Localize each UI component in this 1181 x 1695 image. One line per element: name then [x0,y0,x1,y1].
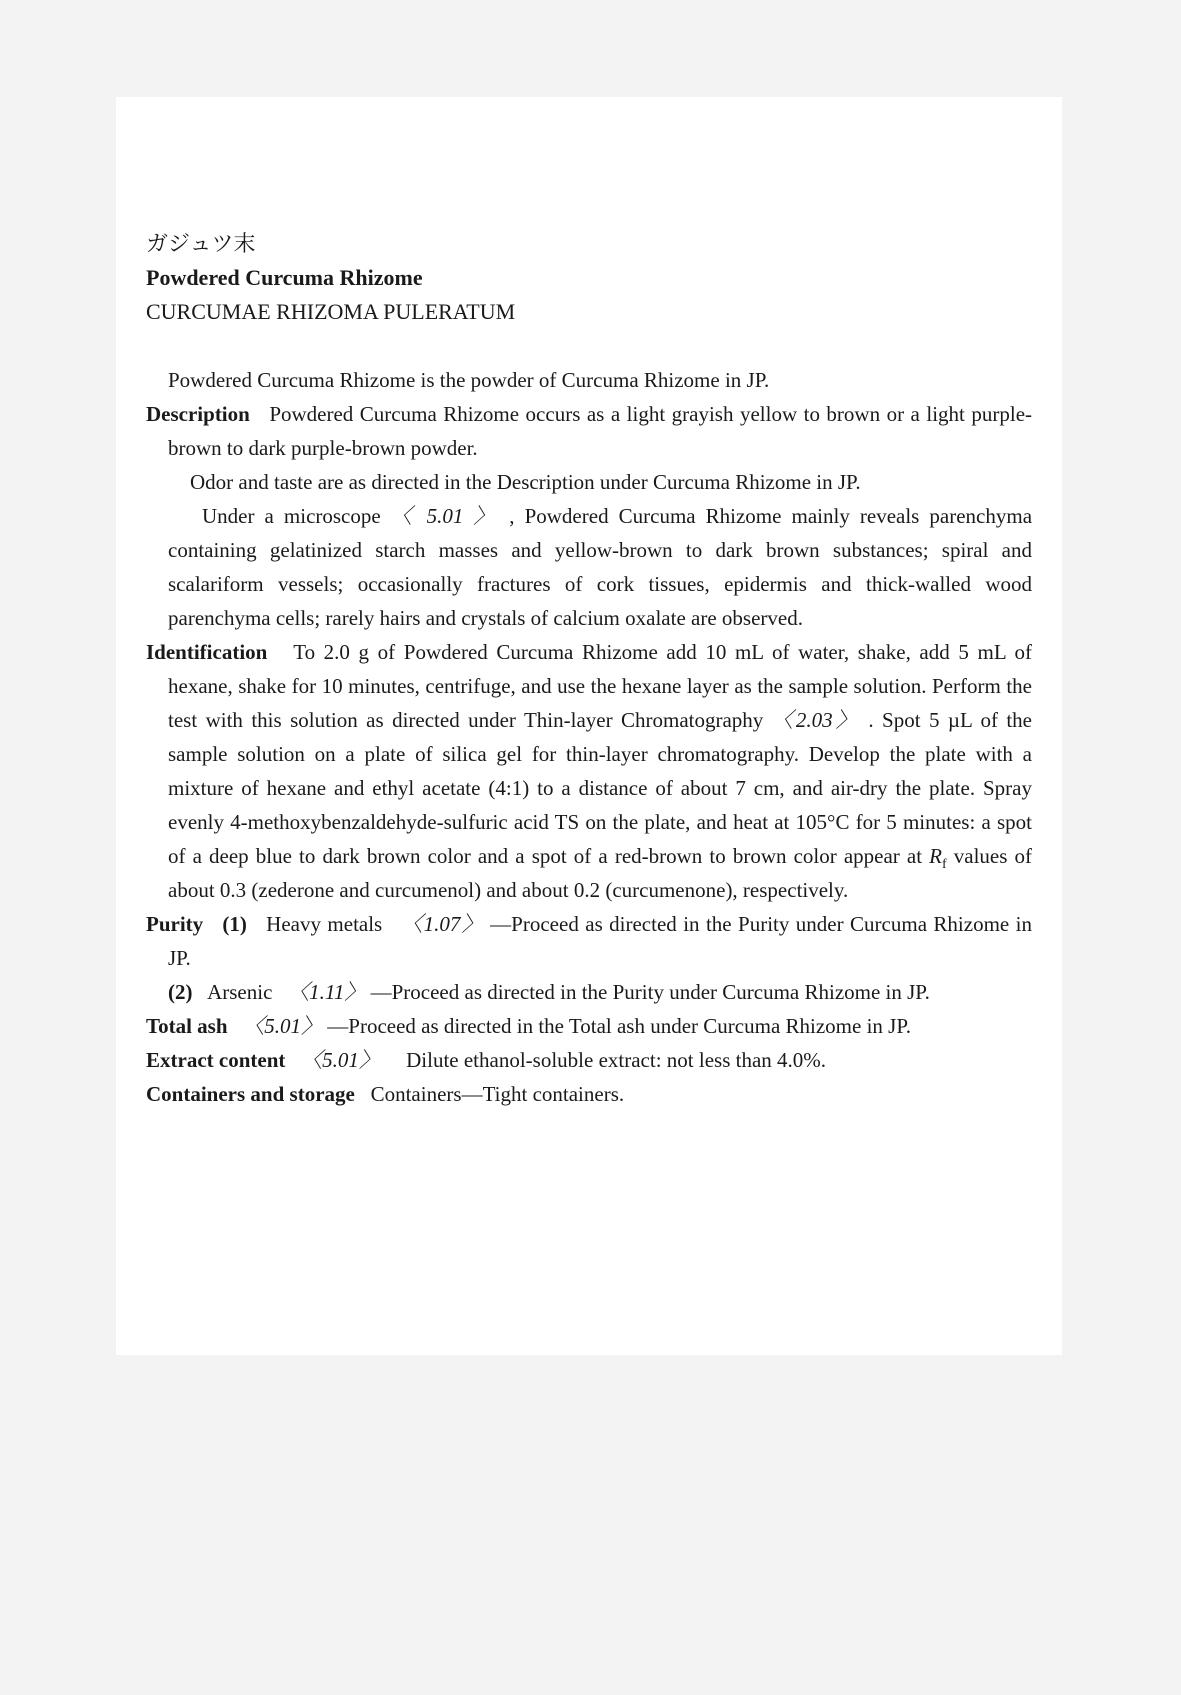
identification-section [146,635,1032,907]
extract-section [146,1043,1032,1077]
purity-item1-text: —Proceed as directed in the Purity under Curcuma Rhizome in JP. [168,912,1033,970]
purity-label: Purity [146,912,204,936]
purity-item2 [146,975,1032,1009]
purity-item2-number: (2) [168,980,193,1004]
purity-item1-number: (1) [222,912,247,936]
total-ash-label: Total ash [146,1014,228,1038]
purity-item2-name: Arsenic [203,980,278,1004]
purity-item1-ref: 〈1.07〉 [401,912,484,936]
purity-item1-name: Heavy metals [259,912,389,936]
microscope-paragraph [146,499,1032,635]
english-title: Powdered Curcuma Rhizome [146,265,423,290]
purity-item2-text: —Proceed as directed in the Purity under Curcuma Rhizome in JP. [365,980,930,1004]
containers-section [146,1077,1032,1111]
description-label: Description [146,402,250,426]
microscope-text-post: , Powdered Curcuma Rhizome mainly reveals parenchyma containing gelatinized starch masses and yellow-brown to dark brown substances; spiral and scalariform vessels; occasionally fractures of cork tissues, epidermis and thick-walled wood parenchyma cells; rarely hairs and crystals of calcium oxalate are observed. [168,504,1033,630]
odor-paragraph: Odor and taste are as directed in the Description under Curcuma Rhizome in JP. [190,470,861,494]
purity-section [146,907,1032,975]
rf-symbol: R [929,844,942,868]
containers-label: Containers and storage [146,1082,355,1106]
japanese-title: ガジュツ末 [146,231,256,256]
total-ash-text: —Proceed as directed in the Total ash under Curcuma Rhizome in JP. [322,1014,911,1038]
containers-text: Containers—Tight containers. [370,1082,625,1106]
rf-subscript: f [941,857,947,873]
purity-item2-ref: 〈1.11〉 [288,980,366,1004]
identification-text-a: To 2.0 g of Powdered Curcuma Rhizome add 10 mL of water, shake, add 5 mL of hexane, shake for 10 minutes, centrifuge, and use the hexane layer as the sample solution. Perform the test with this solution as directed under Thin-layer Chromatography [168,640,1032,732]
total-ash-ref: 〈5.01〉 [243,1014,323,1038]
extract-label: Extract content [146,1048,286,1072]
identification-label: Identification [146,640,268,664]
extract-ref: 〈5.01〉 [301,1048,380,1072]
identification-text-c: values of about 0.3 (zederone and curcumenol) and about 0.2 (curcumenone), respectively. [168,844,1032,902]
latin-title: CURCUMAE RHIZOMA PULERATUM [146,299,516,324]
microscope-text-pre: Under a microscope [202,504,391,528]
extract-text: Dilute ethanol-soluble extract: not less than 4.0%. [400,1048,827,1072]
document-page [116,97,1062,1355]
description-section [146,397,1032,465]
microscope-ref: 〈 5.01 〉 [390,504,500,528]
identification-text-b: . Spot 5 µL of the sample solution on a plate of silica gel for thin-layer chromatography. Develop the plate with a mixture of hexane and ethyl acetate (4:1) to a distance of about 7 cm, and air-dry the plate. Spray evenly 4-methoxybenzaldehyde-sulfuric acid TS on the plate, and heat at 105°C for 5 minutes: a spot of a deep blue to dark brown color and a spot of a red-brown to brown color appear at [168,708,1033,868]
intro-paragraph: Powdered Curcuma Rhizome is the powder of Curcuma Rhizome in JP. [168,368,770,392]
total-ash-section [146,1009,1032,1043]
description-text: Powdered Curcuma Rhizome occurs as a light grayish yellow to brown or a light purple-brown to dark purple-brown powder. [168,402,1033,460]
identification-ref: 〈2.03〉 [771,708,860,732]
